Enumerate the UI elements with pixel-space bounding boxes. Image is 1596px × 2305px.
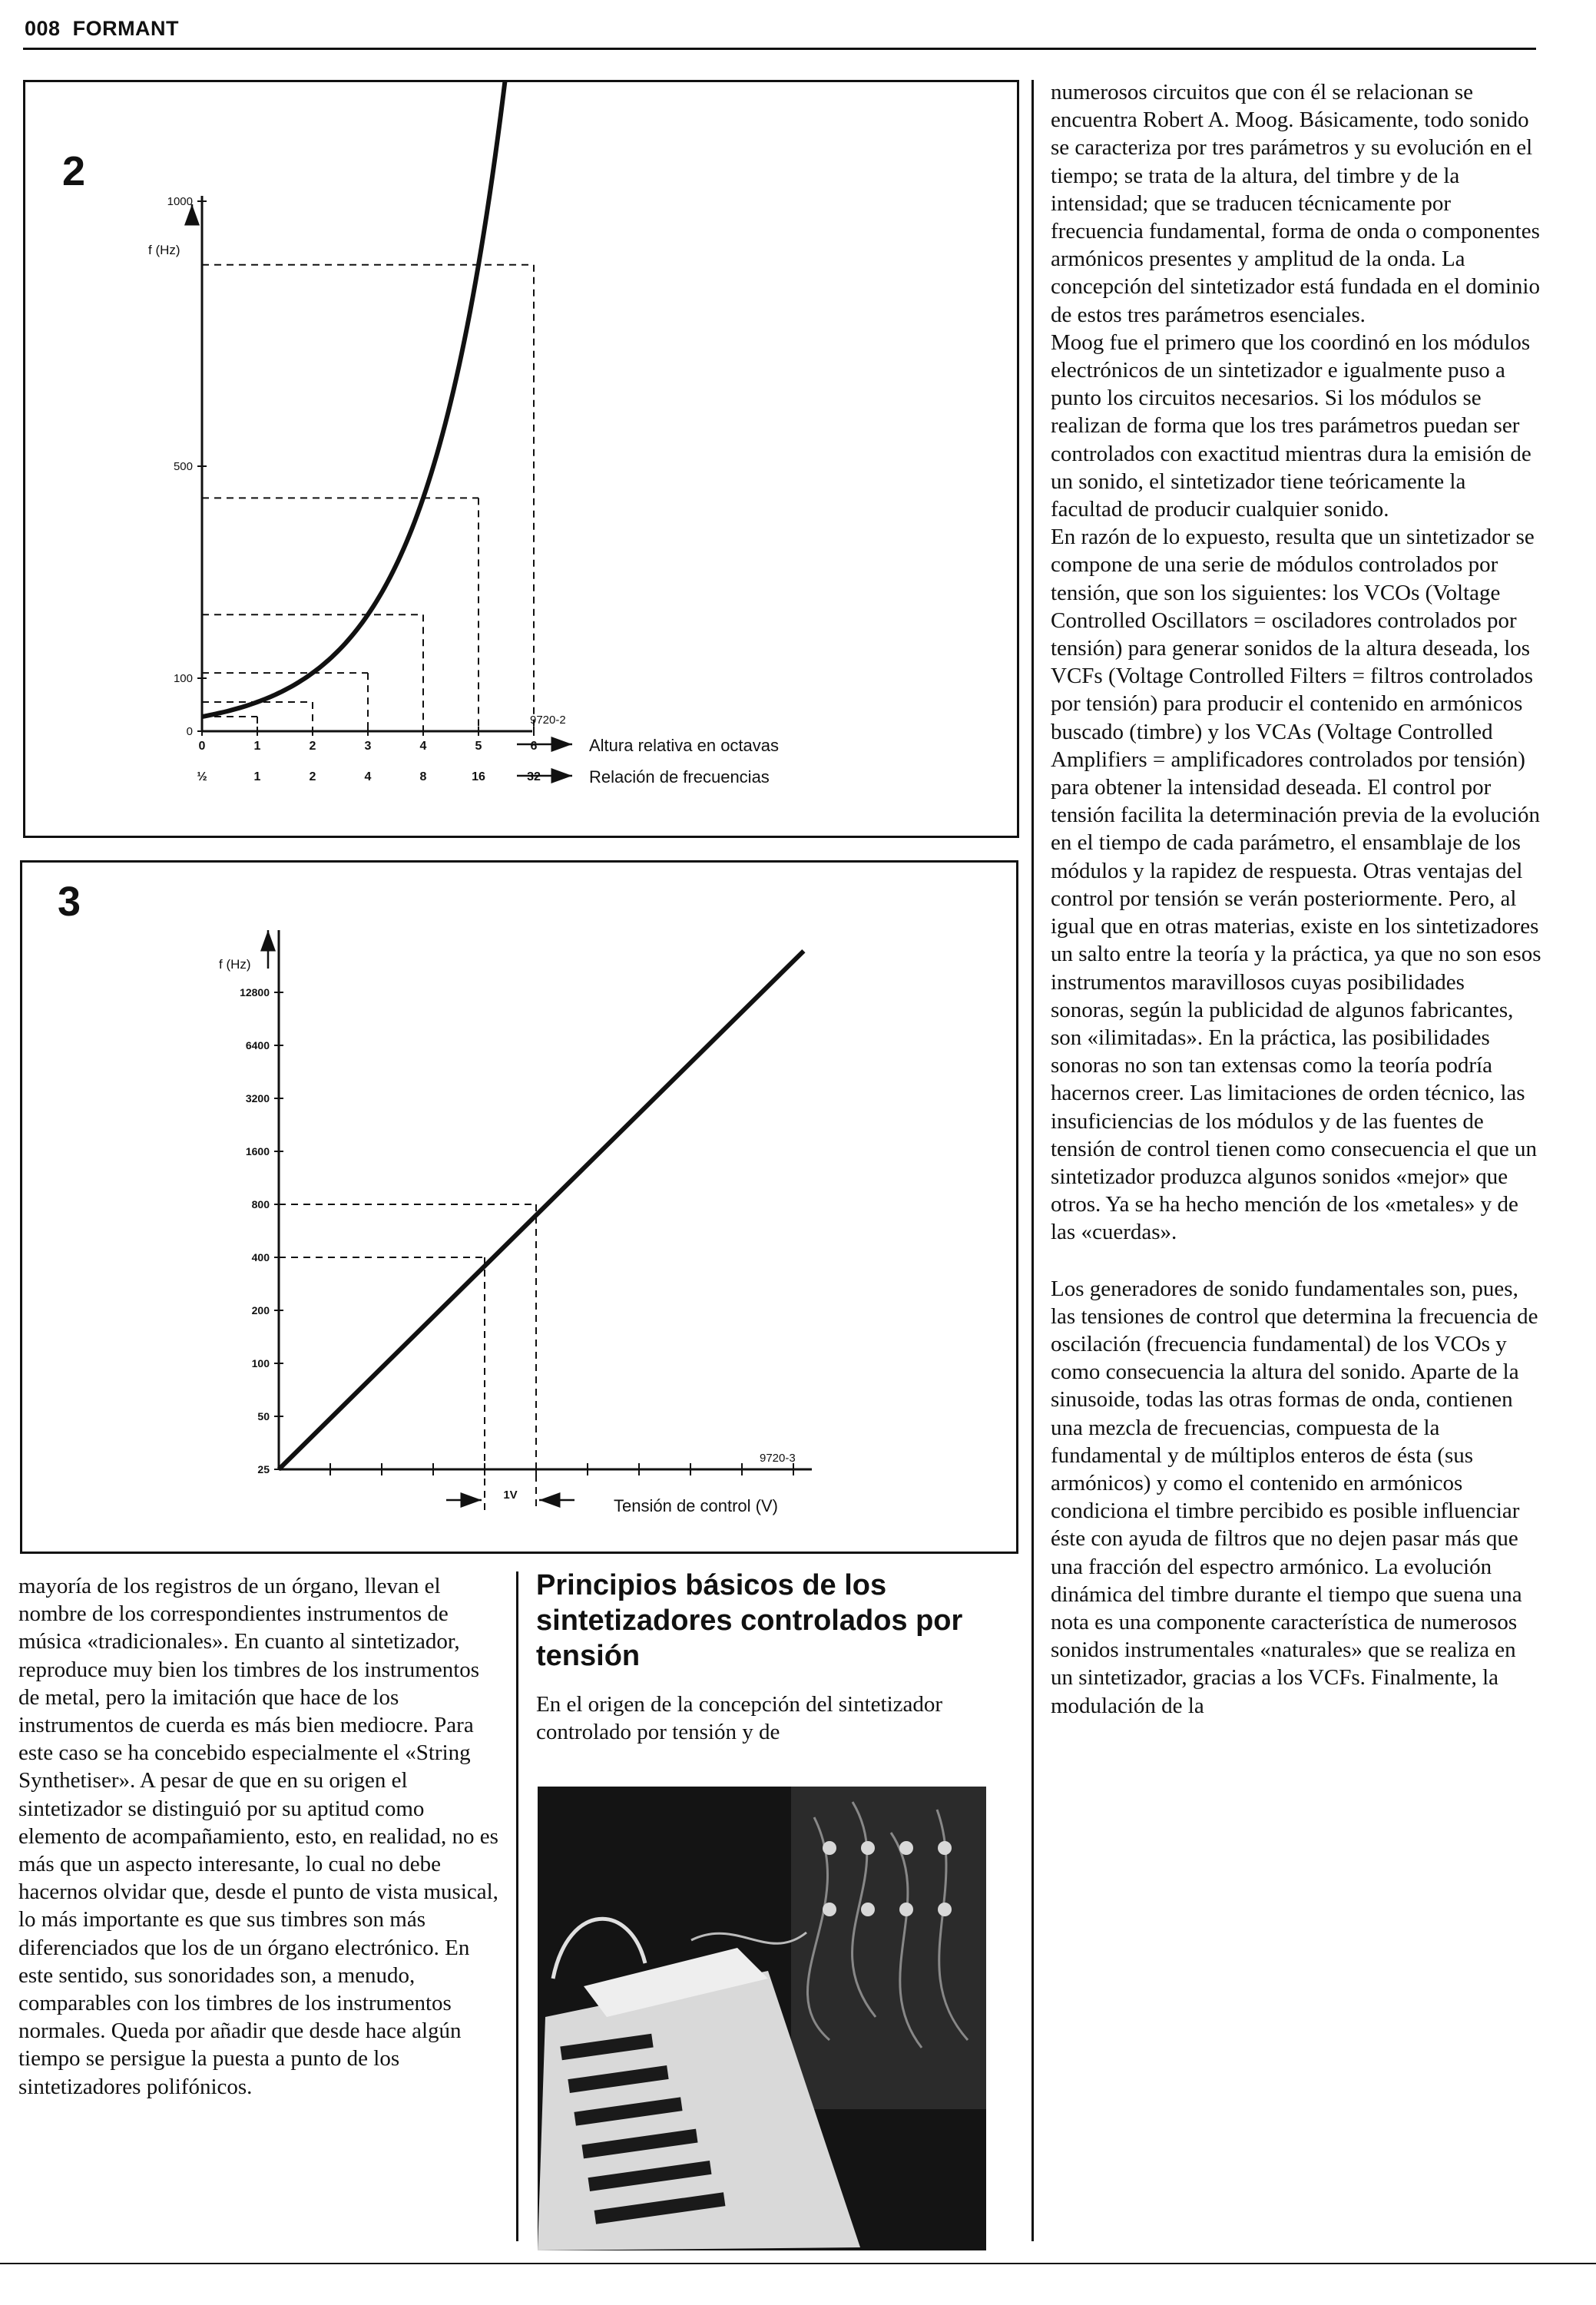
fig2-octave-label: 0 xyxy=(198,740,206,753)
fig2-xlabel2: Relación de frecuencias xyxy=(589,767,770,787)
fig3-ylabel: f (Hz) xyxy=(219,957,251,972)
fig3-y-tick-label: 100 xyxy=(251,1357,270,1369)
fig2-ratio-label: 16 xyxy=(472,770,485,783)
fig3-y-tick-label: 12800 xyxy=(240,986,270,999)
fig2-y-tick-label: 0 xyxy=(186,725,193,738)
fig2-xlabel: Altura relativa en octavas xyxy=(589,736,780,755)
fig2-ratio-label: 32 xyxy=(527,770,541,783)
column-divider xyxy=(1031,80,1034,2241)
fig3-y-tick-label: 50 xyxy=(257,1410,270,1422)
fig2-y-tick-label: 500 xyxy=(173,460,193,473)
section-title: FORMANT xyxy=(72,17,180,40)
fig2-octave-label: 4 xyxy=(419,740,427,753)
header-rule xyxy=(23,48,1536,50)
fig3-y-tick-label: 800 xyxy=(251,1198,270,1210)
fig2-y-tick-label: 1000 xyxy=(167,195,193,208)
fig2-curve xyxy=(202,82,551,717)
fig2-ratio-label: 2 xyxy=(309,770,316,783)
paragraph: Los generadores de sonido fundamentales son, pues, las tensiones de control que determina la frecuencia de oscilación (frecuencia fundamental) de los VCOs y como consecuencia la altura del sonido. Aparte de la sinusoide, todas las otras formas de onda, contienen una mezcla de frecuencias, compuesta de la fundamental y de múltiplos enteros de ésta (sus armónicos) y como el contenido en armónicos condiciona el timbre percibido es posible influenciar éste con ayuda de filtros que no dejen pasar más que una fracción del espectro armónico. La evolución dinámica del timbre durante el tiempo que suena una nota es una componente característica de numerosos sonidos instrumentales «naturales» que se realiza en un sintetizador, gracias a los VCFs. Finalmente, la modulación de la xyxy=(1051,1276,1538,1718)
fig2-octave-label: 3 xyxy=(364,740,372,753)
fig2-ratio-label: 8 xyxy=(419,770,427,783)
fig2-ylabel: f (Hz) xyxy=(148,243,180,257)
page-header xyxy=(25,17,179,41)
column-divider xyxy=(516,1571,518,2241)
fig3-dim-label: 1V xyxy=(503,1489,518,1502)
figure-3-chart xyxy=(22,863,1016,1552)
text-column-left xyxy=(18,1572,502,2101)
fig2-octave-label: 1 xyxy=(253,740,261,753)
fig3-y-tick-label: 400 xyxy=(251,1251,270,1263)
fig2-ratio-label: 4 xyxy=(364,770,372,783)
fig2-tag: 9720-2 xyxy=(530,714,566,727)
fig3-line xyxy=(279,951,803,1469)
fig2-ratio-label: ½ xyxy=(197,770,207,783)
figure-3-number: 3 xyxy=(58,879,81,925)
synthesizer-illustration xyxy=(538,1787,986,2250)
paragraph: En el origen de la concepción del sintetizador controlado por tensión y de xyxy=(536,1692,943,1745)
text-column-middle xyxy=(536,1568,1005,1746)
figure-2-chart xyxy=(25,82,1017,836)
figure-3 xyxy=(20,860,1018,1554)
paragraph: En razón de lo expuesto, resulta que un sintetizador se compone de una serie de módulos controlados por tensión, que son los siguientes: los VCOs (Voltage Controlled Oscillators = osciladores controlados por tensión) para generar sonidos de la altura deseada, los VCFs (Voltage Controlled Filters = filtros controlados por tensión) para producir el contenido en armónicos buscado (timbre) y los VCAs (Voltage Controlled Amplifiers = amplificadores controlados por tensión) para obtener la intensidad deseada. El control por tensión facilita la determinación previa de la evolución en el tiempo de cada parámetro, el ensamblaje de los módulos y la rapidez de respuesta. Otras ventajas del control por tensión se verán posteriormente. Pero, al igual que en otras materias, existe en los sintetizadores un salto entre la teoría y la práctica, ya que no son esos instrumentos maravillosos cuyas posibilidades sonoras, según la publicidad de algunos fabricantes, son «ilimitadas». En la práctica, las posibilidades sonoras no son tan extensas como la teoría podría hacernos creer. Las limitaciones de orden técnico, las insuficiencias de los módulos y de las fuentes de tensión de control tienen como consecuencia el que un sintetizador produzca algunos sonidos «mejor» que otros. Ya se ha hecho mención de los «metales» y de las «cuerdas». xyxy=(1051,525,1541,1245)
fig3-y-tick-label: 200 xyxy=(251,1304,270,1316)
paragraph: numerosos circuitos que con él se relacionan se encuentra Robert A. Moog. Básicamente, todo sonido se caracteriza por tres parámetros y su evolución en el tiempo; se trata de la altura, del timbre y de la intensidad; que se traducen técnicamente por frecuencia fundamental, forma de onda o componentes armónicos presentes y amplitud de la onda. La concepción del sintetizador está fundada en el dominio de estos tres parámetros esenciales. xyxy=(1051,80,1540,327)
fig2-octave-label: 2 xyxy=(309,740,316,753)
footer-rule xyxy=(0,2263,1596,2264)
text-column-right xyxy=(1051,78,1542,1720)
fig2-ratio-label: 1 xyxy=(253,770,261,783)
fig3-y-tick-label: 6400 xyxy=(245,1039,270,1051)
fig2-octave-label: 6 xyxy=(530,740,538,753)
figure-2 xyxy=(23,80,1019,838)
paragraph: Moog fue el primero que los coordinó en los módulos electrónicos de un sintetizador e igualmente puso a punto los circuitos necesarios. Si los módulos se realizan de forma que los tres parámetros puedan ser controlados con exactitud mientras dura la emisión de un sonido, el sintetizador tiene teóricamente la facultad de producir cualquier sonido. xyxy=(1051,330,1531,522)
synthesizer-photo xyxy=(538,1787,986,2250)
fig2-y-tick-label: 100 xyxy=(173,672,193,685)
fig3-y-tick-label: 1600 xyxy=(245,1145,270,1157)
fig3-tag: 9720-3 xyxy=(760,1452,796,1465)
fig2-octave-label: 5 xyxy=(475,740,482,753)
figure-2-number: 2 xyxy=(62,148,86,194)
fig3-y-tick-label: 3200 xyxy=(245,1092,270,1104)
section-heading: Principios básicos de los sintetizadores controlados por tensión xyxy=(536,1569,963,1672)
fig3-y-tick-label: 25 xyxy=(257,1463,270,1475)
fig3-xlabel: Tensión de control (V) xyxy=(614,1496,778,1515)
page-number: 008 xyxy=(25,17,61,40)
paragraph: mayoría de los registros de un órgano, llevan el nombre de los correspondientes instrumentos de música «tradicionales». En cuanto al sintetizador, reproduce muy bien los timbres de los instrumentos de metal, pero la imitación que hace de los instrumentos de cuerda es más bien mediocre. Para este caso se ha concebido especialmente el «String Synthetiser». A pesar de que en su origen el sintetizador se distinguió por su aptitud como elemento de acompañamiento, esto, en realidad, no es más que un aspecto interesante, lo cual no debe hacernos olvidar que, desde el punto de vista musical, lo más importante es que sus timbres son más diferenciados que los de un órgano electrónico. En este sentido, sus sonoridades son, a menudo, comparables con los timbres de los instrumentos normales. Queda por añadir que desde hace algún tiempo se persigue la puesta a punto de los sintetizadores polifónicos. xyxy=(18,1574,498,2099)
